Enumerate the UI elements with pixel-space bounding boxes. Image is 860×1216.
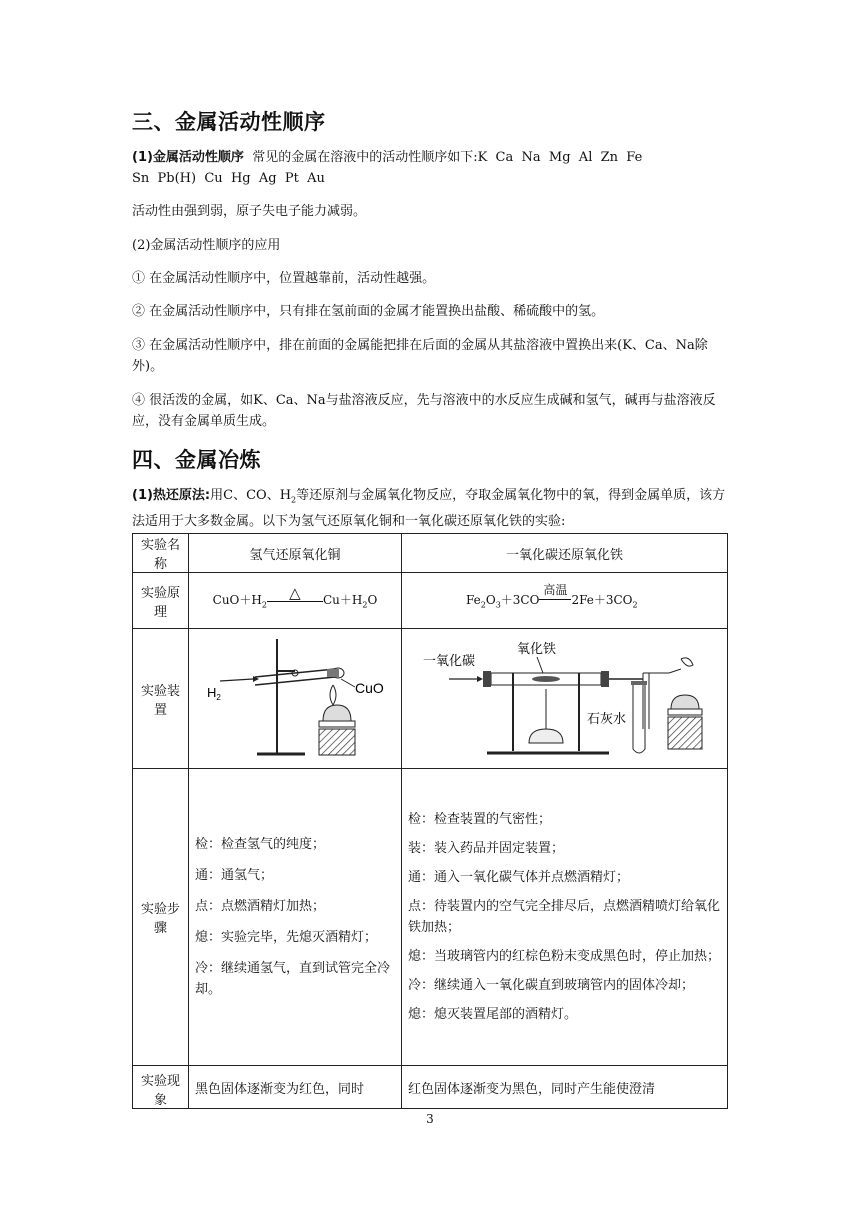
eq2-condition-label: 高温 — [543, 582, 568, 597]
label-cuo: CuO — [354, 679, 384, 696]
apparatus-co-diagram — [419, 633, 709, 761]
row-label-phenomenon: 实验现象 — [133, 1066, 189, 1109]
eq2-mid: O — [485, 593, 496, 608]
equation-co-fe2o3 — [401, 573, 727, 629]
eq1-right-tail: O — [367, 593, 378, 608]
table-row-steps — [133, 769, 728, 1066]
eq2-sub2: 3 — [495, 600, 501, 610]
eq2-condition — [539, 582, 571, 608]
step-item: 冷：继续通氢气，直到试管完全冷却。 — [194, 961, 390, 997]
list-item-2: ② 在金属活动性顺序中，只有排在氢前面的金属才能置换出盐酸、稀硫酸中的氢。 — [132, 304, 605, 319]
table-row-header — [133, 534, 728, 573]
row-label-apparatus: 实验装置 — [133, 629, 189, 769]
phenomenon-co-fe2o3: 红色固体逐渐变为黑色，同时产生能使澄清 — [401, 1066, 727, 1109]
table-row-phenomenon — [133, 1066, 728, 1109]
apparatus-h2-cuo — [188, 629, 401, 769]
paragraph-activity-trend: 活动性由强到弱，原子失电子能力减弱。 — [132, 204, 367, 219]
paragraph-application-heading: (2)金属活动性顺序的应用 — [132, 238, 281, 253]
label-co: 一氧化碳 — [423, 653, 476, 669]
eq2-sub1: 2 — [480, 600, 486, 610]
eq1-right-sub: 2 — [362, 600, 368, 610]
text-activity-order: 常见的金属在溶液中的活动性顺序如下:K Ca Na Mg Al Zn Fe — [252, 150, 643, 165]
list-item-1: ① 在金属活动性顺序中，位置越靠前，活动性越强。 — [132, 271, 436, 286]
phenomenon-h2-cuo: 黑色固体逐渐变为红色，同时 — [188, 1066, 401, 1109]
step-item: 检：检查装置的气密性； — [407, 812, 551, 827]
apparatus-h2-diagram — [195, 633, 395, 761]
label-limewater: 石灰水 — [587, 711, 627, 727]
eq1-right: Cu＋H — [322, 593, 363, 608]
eq2-left: Fe — [465, 593, 481, 608]
eq1-left: CuO＋H — [212, 593, 262, 608]
subscript: 2 — [291, 495, 297, 505]
steps-co-fe2o3 — [401, 769, 727, 1066]
heat-triangle-icon: △ — [289, 583, 301, 602]
step-item: 装：装入药品并固定装置； — [407, 841, 564, 856]
step-item: 熄：熄灭装置尾部的酒精灯。 — [407, 1007, 577, 1022]
eq2-right: 2Fe＋3CO — [571, 593, 633, 608]
step-item: 冷：继续通入一氧化碳直到玻璃管内的固体冷却； — [407, 978, 694, 993]
step-item: 点：点燃酒精灯加热； — [194, 899, 325, 914]
paragraph-activity-order — [132, 147, 732, 189]
step-item: 熄：当玻璃管内的红棕色粉末变成黑色时，停止加热； — [407, 949, 720, 964]
step-item: 熄：实验完毕，先熄灭酒精灯； — [194, 930, 377, 945]
equation-h2-cuo — [188, 573, 401, 629]
list-item-4: ④ 很活泼的金属，如K、Ca、Na与盐溶液反应，先与溶液中的水反应生成碱和氢气，碱再与盐溶液反应，没有金属单质生成。 — [132, 393, 716, 429]
eq1-condition — [267, 583, 323, 608]
text-thermal-reduction: 等还原剂与金属氧化物反应，夺取金属氧化物中的氧，得到金属单质，该方法适用于大多数金属。以下为氢气还原氧化铜和一氧化碳还原氧化铁的实验: — [132, 488, 726, 529]
paragraph-thermal-reduction — [132, 485, 732, 532]
eq2-plus: ＋3CO — [500, 593, 540, 608]
eq1-sub: 2 — [261, 600, 267, 610]
label-thermal-reduction: (1)热还原法: — [132, 488, 211, 503]
row-label-principle: 实验原理 — [133, 573, 189, 629]
table-row-principle — [133, 573, 728, 629]
label-h2: $H_2$ — [206, 684, 221, 702]
header-cell-co-fe2o3: 一氧化碳还原氧化铁 — [401, 534, 727, 573]
experiment-table — [132, 533, 728, 1109]
header-cell-h2-cuo: 氢气还原氧化铜 — [188, 534, 401, 573]
text-reducers: 用C、CO、H — [210, 488, 292, 503]
section-title-metal-activity: 三、金属活动性顺序 — [132, 110, 326, 134]
page-number: 3 — [426, 1112, 434, 1126]
step-item: 通：通氢气； — [194, 868, 273, 883]
eq2-sub3: 2 — [632, 600, 638, 610]
apparatus-co-fe2o3 — [401, 629, 727, 769]
list-item-3: ③ 在金属活动性顺序中，排在前面的金属能把排在后面的金属从其盐溶液中置换出来(K、Ca、Na除外)。 — [132, 338, 708, 374]
text-activity-order-line2: Sn Pb(H) Cu Hg Ag Pt Au — [132, 171, 325, 186]
steps-h2-cuo — [188, 769, 401, 1066]
section-title-metal-smelting: 四、金属冶炼 — [132, 448, 261, 472]
header-cell-name: 实验名称 — [133, 534, 189, 573]
table-row-apparatus — [133, 629, 728, 769]
row-label-steps: 实验步骤 — [133, 769, 189, 1066]
label-activity-order: (1)金属活动性顺序 — [132, 150, 244, 165]
step-item: 点：待装置内的空气完全排尽后，点燃酒精喷灯给氧化铁加热； — [407, 899, 720, 935]
step-item: 检：检查氢气的纯度； — [194, 837, 325, 852]
label-fe2o3: 氧化铁 — [517, 641, 557, 657]
step-item: 通：通入一氧化碳气体并点燃酒精灯； — [407, 870, 629, 885]
